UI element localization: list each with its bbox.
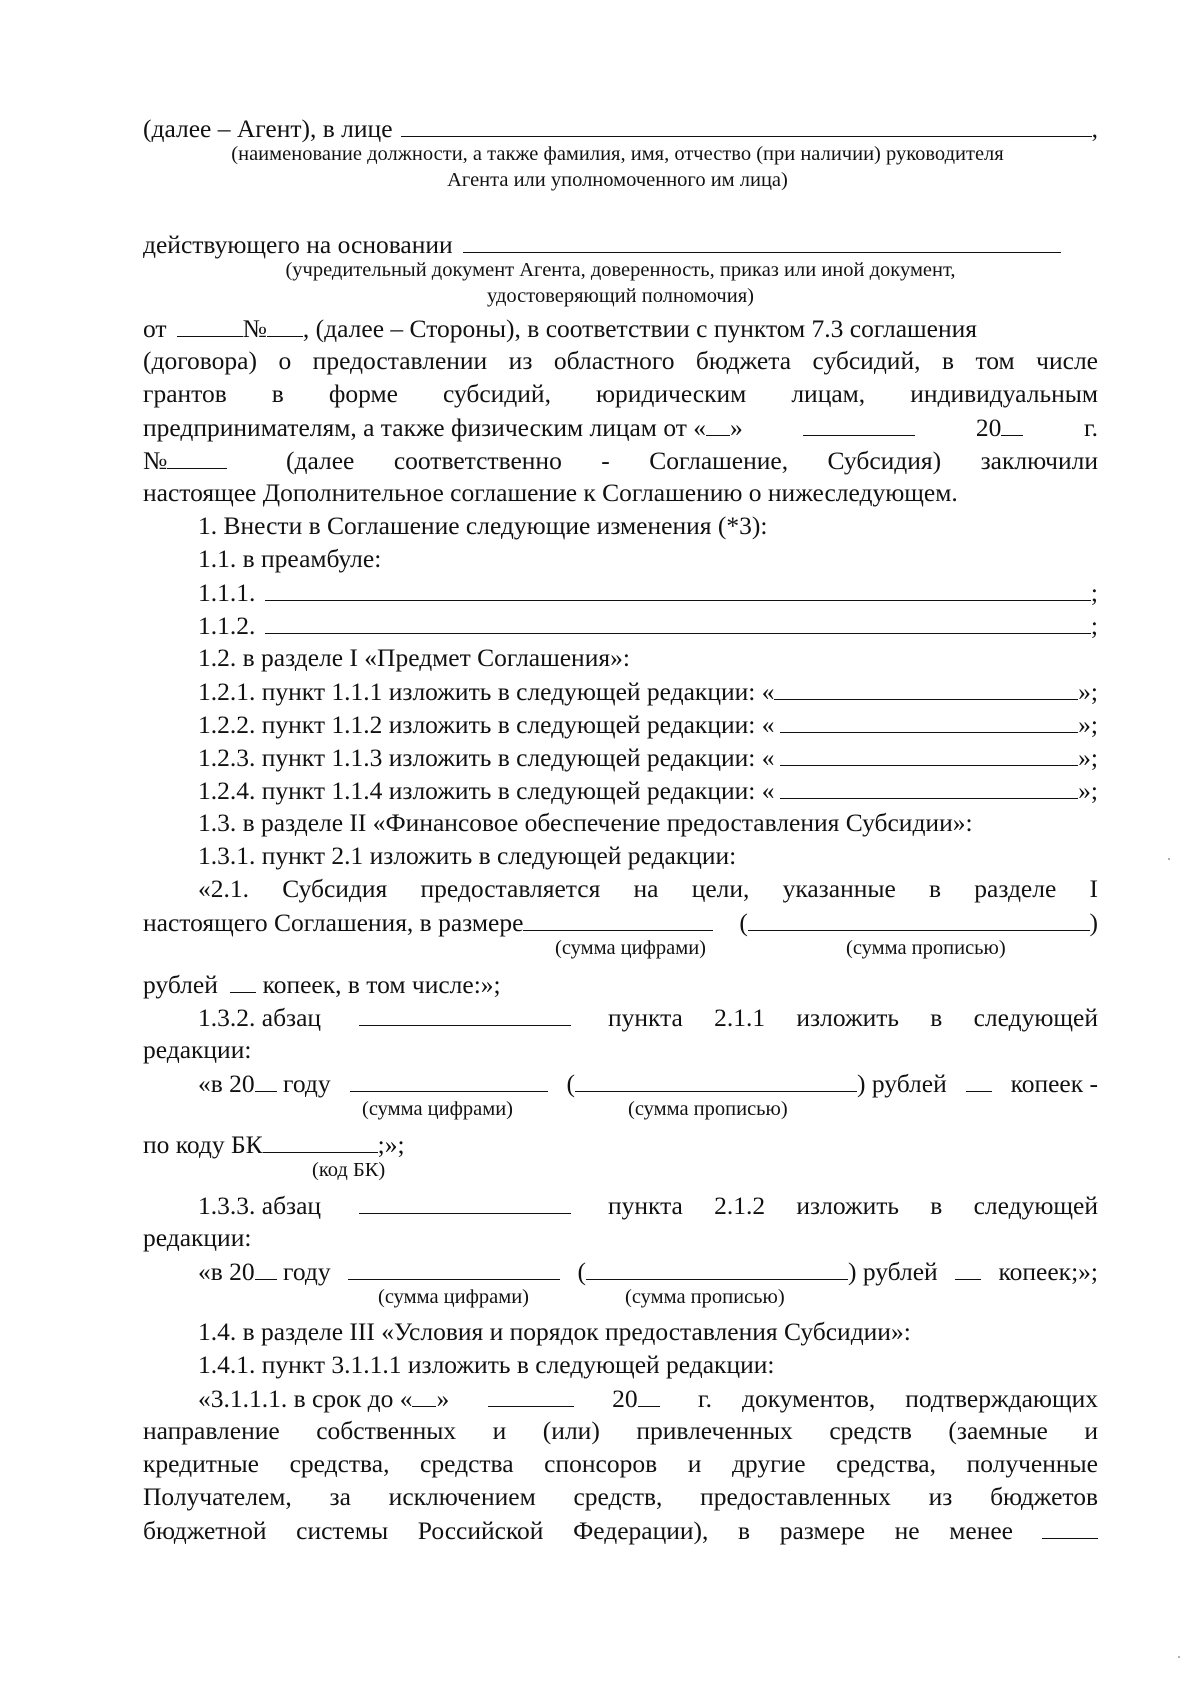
quote-3-1-1-1-line-4: Получателем, за исключением средств, предоставленных из бюджетов bbox=[143, 1482, 1098, 1511]
year-blank[interactable] bbox=[1001, 411, 1023, 436]
item-1-3-2-paragraph-blank[interactable] bbox=[359, 1001, 571, 1026]
quote-semicolon: »; bbox=[1078, 710, 1098, 739]
number-sign: № bbox=[143, 446, 168, 475]
scan-speck bbox=[1168, 858, 1170, 860]
item-1-3-2-rest: пункта 2.1.1 изложить в следующей bbox=[608, 1003, 1098, 1032]
para1-line-3: грантов в форме субсидий, юридическим лицам, индивидуальным bbox=[143, 379, 1098, 408]
para1-l5b: (далее соответственно - Соглашение, Субсидия) заключили bbox=[286, 446, 1098, 475]
sum-digits-blank[interactable] bbox=[523, 906, 713, 931]
item-1-2-4 bbox=[198, 774, 1098, 806]
item-1-1-1-label: 1.1.1. bbox=[198, 578, 256, 607]
from-label: от bbox=[143, 314, 167, 343]
basis-label: действующего на основании bbox=[143, 230, 453, 259]
kbk-label: по коду БК bbox=[143, 1130, 263, 1159]
rubles-label: рублей bbox=[143, 970, 218, 999]
year-prefix: «в 20 bbox=[198, 1257, 255, 1286]
kopecks-label: копеек, в том числе:»; bbox=[262, 970, 501, 999]
item-1-1-1-blank[interactable] bbox=[265, 576, 1091, 601]
item-1-2-2 bbox=[198, 708, 1098, 740]
year-sum-digits-blank-1[interactable] bbox=[350, 1067, 548, 1092]
item-1-3-3-label: 1.3.3. абзац bbox=[198, 1191, 322, 1220]
item-1-3-1: 1.3.1. пункт 2.1 изложить в следующей редакции: bbox=[198, 841, 737, 870]
quote-3-1-1-1-line-5 bbox=[143, 1514, 1098, 1546]
agent-caption-2: Агента или уполномоченного им лица) bbox=[447, 169, 788, 191]
sum-words-group-1 bbox=[567, 1067, 947, 1100]
item-1-2-3-blank[interactable] bbox=[780, 741, 1078, 766]
year-sum-words-blank-1[interactable] bbox=[575, 1067, 857, 1092]
deadline-label: «3.1.1.1. в срок до « bbox=[198, 1384, 413, 1413]
agent-prefix: (далее – Агент), в лице bbox=[143, 114, 393, 143]
item-1-2-2-blank[interactable] bbox=[780, 708, 1078, 733]
item-1-3-3-rest: пункта 2.1.2 изложить в следующей bbox=[608, 1191, 1098, 1220]
item-1-1: 1.1. в преамбуле: bbox=[198, 544, 382, 573]
item-1-2-1-blank[interactable] bbox=[774, 675, 1078, 700]
item-1-4: 1.4. в разделе III «Условия и порядок предоставления Субсидии»: bbox=[198, 1317, 911, 1346]
year-blank-2[interactable] bbox=[255, 1255, 277, 1280]
year-label: году bbox=[283, 1257, 331, 1286]
caption-sum-words-2: (сумма прописью) bbox=[628, 1098, 788, 1120]
para1-l4a: предпринимателям, а также физическим лицам от « bbox=[143, 413, 707, 442]
caption-sum-words-3: (сумма прописью) bbox=[625, 1286, 785, 1308]
semicolon: ; bbox=[1090, 578, 1098, 607]
deadline-month-blank[interactable] bbox=[488, 1382, 574, 1407]
year-group-1 bbox=[198, 1067, 331, 1100]
year-kopecks-blank-1[interactable] bbox=[966, 1067, 992, 1092]
caption-sum-words: (сумма прописью) bbox=[846, 937, 1006, 959]
quote-2-1-line-1: «2.1. Субсидия предоставляется на цели, указанные в разделе I bbox=[198, 874, 1098, 903]
item-1-3-3 bbox=[198, 1189, 1098, 1221]
item-1-3-3-paragraph-blank[interactable] bbox=[359, 1189, 571, 1214]
agreement-number-group bbox=[143, 444, 227, 477]
item-1-3-2-label: 1.3.2. абзац bbox=[198, 1003, 322, 1032]
paren-open: ( bbox=[566, 1069, 575, 1098]
year-line-1 bbox=[198, 1067, 1098, 1099]
caption-sum-digits: (сумма цифрами) bbox=[555, 937, 707, 959]
quote-2-1-line-3 bbox=[143, 968, 1098, 1000]
item-1-1-2 bbox=[198, 609, 1098, 641]
para1-line-6: настоящее Дополнительное соглашение к Соглашению о нижеследующем. bbox=[143, 478, 958, 507]
year-prefix: «в 20 bbox=[198, 1069, 255, 1098]
deadline-year-group bbox=[612, 1382, 660, 1415]
item-1-3-2 bbox=[198, 1001, 1098, 1033]
item-1-2-3-label: 1.2.3. пункт 1.1.3 изложить в следующей редакции: « bbox=[198, 743, 775, 772]
quote-3-1-1-1-line-3: кредитные средства, средства спонсоров и другие средства, полученные bbox=[143, 1449, 1098, 1478]
quote-2-1-line-2 bbox=[143, 906, 1098, 938]
deadline-group bbox=[198, 1382, 449, 1415]
kbk-line bbox=[143, 1128, 1098, 1160]
item-1-1-1 bbox=[198, 576, 1098, 608]
basis-line bbox=[143, 228, 1061, 260]
para1-line-1 bbox=[143, 312, 1098, 344]
para1-rest: , (далее – Стороны), в соответствии с пунктом 7.3 соглашения bbox=[302, 314, 978, 343]
quote-3-1-1-1-l5-text: бюджетной системы Российской Федерации), в размере не менее bbox=[143, 1516, 1013, 1545]
sum-words-group-2 bbox=[577, 1255, 937, 1288]
item-1-1-2-blank[interactable] bbox=[265, 609, 1091, 634]
date-blank[interactable] bbox=[177, 312, 243, 337]
quote-2-1-size-label: настоящего Соглашения, в размере bbox=[143, 908, 524, 937]
amount-min-blank[interactable] bbox=[1042, 1514, 1098, 1539]
item-1-2-2-label: 1.2.2. пункт 1.1.2 изложить в следующей редакции: « bbox=[198, 710, 775, 739]
caption-sum-digits-2: (сумма цифрами) bbox=[362, 1098, 514, 1120]
deadline-rest: г. документов, подтверждающих bbox=[698, 1384, 1098, 1413]
year-prefix: 20 bbox=[612, 1384, 638, 1413]
year-kopecks-blank-2[interactable] bbox=[955, 1255, 981, 1280]
quote-3-1-1-1-line-1 bbox=[198, 1382, 1098, 1414]
para1-line-5 bbox=[143, 444, 1098, 476]
caption-kbk: (код БК) bbox=[312, 1159, 386, 1181]
kbk-blank[interactable] bbox=[263, 1128, 378, 1153]
basis-document-blank[interactable] bbox=[463, 228, 1061, 253]
quote-semicolon: »; bbox=[1078, 776, 1098, 805]
item-1-2-1-label: 1.2.1. пункт 1.1.1 изложить в следующей редакции: « bbox=[198, 677, 775, 706]
redaction-1: редакции: bbox=[143, 1035, 252, 1064]
para1-line-4 bbox=[143, 411, 1098, 443]
year-prefix: 20 bbox=[975, 413, 1002, 442]
item-1-2: 1.2. в разделе I «Предмет Соглашения»: bbox=[198, 643, 630, 672]
kbk-end: ;»; bbox=[377, 1130, 405, 1159]
item-1-2-4-blank[interactable] bbox=[780, 774, 1078, 799]
year-suffix: г. bbox=[1084, 413, 1098, 442]
agent-caption-1: (наименование должности, а также фамилия, имя, отчество (при наличии) руководителя bbox=[231, 143, 1004, 165]
caption-sum-digits-3: (сумма цифрами) bbox=[378, 1286, 530, 1308]
kopecks-blank[interactable] bbox=[230, 968, 256, 993]
para1-l4-text bbox=[143, 411, 743, 444]
year-label: году bbox=[283, 1069, 331, 1098]
item-1-2-1 bbox=[198, 675, 1098, 707]
quote-close: » bbox=[730, 413, 743, 442]
paren-open: ( bbox=[577, 1257, 586, 1286]
paren-close: ) bbox=[1089, 908, 1098, 937]
year-blank-1[interactable] bbox=[255, 1067, 277, 1092]
basis-caption-2: удостоверяющий полномочия) bbox=[487, 285, 754, 307]
para1-line-2: (договора) о предоставлении из областного бюджета субсидий, в том числе bbox=[143, 346, 1098, 375]
kopecks-label: копеек;»; bbox=[998, 1257, 1098, 1286]
year-group bbox=[976, 411, 1024, 444]
item-1-4-1: 1.4.1. пункт 3.1.1.1 изложить в следующей редакции: bbox=[198, 1350, 775, 1379]
basis-caption-1: (учредительный документ Агента, доверенность, приказ или иной документ, bbox=[285, 259, 956, 281]
scan-speck bbox=[1178, 1656, 1180, 1658]
item-1-2-3 bbox=[198, 741, 1098, 773]
month-blank[interactable] bbox=[803, 411, 915, 436]
deadline-year-blank[interactable] bbox=[638, 1382, 660, 1407]
year-sum-digits-blank-2[interactable] bbox=[348, 1255, 560, 1280]
number-sign: № bbox=[242, 314, 267, 343]
deadline-day-blank[interactable] bbox=[412, 1382, 436, 1407]
paren-open: ( bbox=[739, 908, 748, 937]
quote-semicolon: »; bbox=[1078, 677, 1098, 706]
kopecks-label: копеек - bbox=[1010, 1069, 1098, 1098]
item-1-2-4-label: 1.2.4. пункт 1.1.4 изложить в следующей редакции: « bbox=[198, 776, 775, 805]
year-sum-words-blank-2[interactable] bbox=[586, 1255, 848, 1280]
item-1: 1. Внести в Соглашение следующие изменения (*3): bbox=[198, 511, 768, 540]
item-1-3: 1.3. в разделе II «Финансовое обеспечение предоставления Субсидии»: bbox=[198, 808, 973, 837]
rubles-label: ) рублей bbox=[847, 1257, 938, 1286]
day-blank[interactable] bbox=[706, 411, 730, 436]
item-1-1-2-label: 1.1.2. bbox=[198, 611, 256, 640]
sum-words-blank[interactable] bbox=[748, 906, 1090, 931]
agent-line bbox=[143, 112, 1098, 144]
number-blank[interactable] bbox=[267, 312, 303, 337]
agreement-number-blank[interactable] bbox=[167, 444, 227, 469]
quote-close: » bbox=[436, 1384, 450, 1413]
redaction-2: редакции: bbox=[143, 1223, 252, 1252]
year-line-2 bbox=[198, 1255, 1098, 1287]
year-group-2 bbox=[198, 1255, 331, 1288]
agent-representative-blank[interactable] bbox=[401, 112, 1092, 137]
quote-semicolon: »; bbox=[1078, 743, 1098, 772]
quote-3-1-1-1-line-2: направление собственных и (или) привлеченных средств (заемные и bbox=[143, 1416, 1098, 1445]
semicolon: ; bbox=[1090, 611, 1098, 640]
comma: , bbox=[1091, 114, 1098, 143]
rubles-label: ) рублей bbox=[857, 1069, 947, 1098]
